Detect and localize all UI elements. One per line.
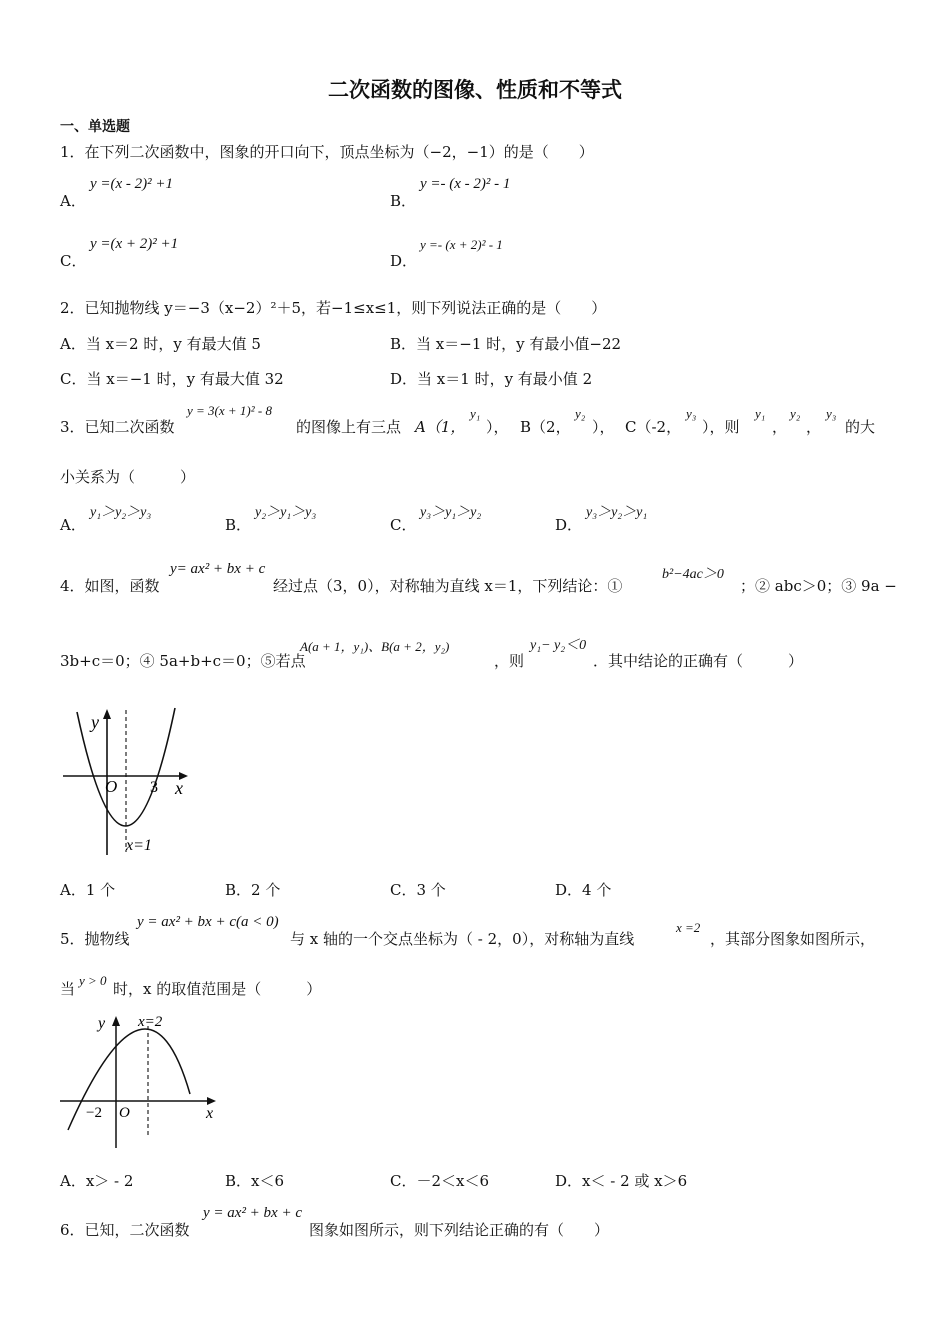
q4-origin-label: O — [105, 777, 118, 796]
q4-text-3: ，则 — [494, 652, 525, 670]
q3-point-a: A（1， — [415, 418, 466, 436]
q4-parabola-graph — [60, 700, 200, 860]
question-5-intro: 5．抛物线 — [60, 930, 130, 948]
question-1-stem: 1．在下列二次函数中，图象的开口向下，顶点坐标为（−2，−1）的是（ ） — [60, 143, 594, 161]
q6-formula: y = ax² + bx + c — [203, 1205, 302, 1221]
q3-option-b-label: B． — [225, 516, 252, 534]
q3-text-points: 的图像上有三点 — [296, 418, 402, 436]
q3-close-a: ）， — [486, 418, 509, 436]
q3-compare-y2: y₂ — [790, 406, 801, 421]
q5-root-label: −2 — [86, 1105, 102, 1121]
q4-text-1: 经过点（3，0），对称轴为直线 x＝1，下列结论：① — [273, 577, 623, 595]
q5-condition: y > 0 — [79, 973, 107, 988]
q1-option-b-formula: y =- (x - 2)² - 1 — [420, 176, 511, 192]
q5-y-axis-arrow — [112, 1016, 120, 1026]
q5-text-1: 与 x 轴的一个交点坐标为（ - 2，0），对称轴为直线 — [290, 930, 635, 948]
q3-sep-1: ， — [772, 418, 788, 436]
q5-origin-label: O — [119, 1105, 130, 1121]
q2-option-a: A．当 x＝2 时，y 有最大值 5 — [60, 335, 261, 353]
q3-text-end: 的大 — [845, 418, 876, 436]
page-title: 二次函数的图像、性质和不等式 — [328, 78, 622, 102]
q3-option-c: y₃＞y₁＞y₂ — [420, 505, 482, 520]
q3-close-b: ）， — [592, 418, 615, 436]
q4-points: A(a + 1，y₁)、B(a + 2，y₂) — [300, 639, 450, 654]
q5-option-b: B．x＜6 — [225, 1172, 285, 1190]
q4-root-label: 3 — [150, 779, 158, 796]
q1-option-d-formula: y =- (x + 2)² - 1 — [420, 237, 503, 252]
q4-text-4: ．其中结论的正确有（ ） — [593, 652, 804, 670]
q1-option-a-label: A． — [60, 192, 86, 210]
q3-option-a: y₁＞y₂＞y₃ — [90, 505, 152, 520]
q5-axis-label: x=2 — [138, 1014, 163, 1030]
q5-option-d: D．x＜ - 2 或 x＞6 — [555, 1172, 688, 1190]
q1-option-c-formula: y =(x + 2)² +1 — [90, 236, 179, 252]
q5-x-axis-arrow — [207, 1097, 216, 1105]
q3-option-c-label: C． — [390, 516, 417, 534]
q1-option-b-label: B． — [390, 192, 417, 210]
q6-text: 图象如图所示，则下列结论正确的有（ ） — [309, 1221, 610, 1239]
q1-option-d-label: D． — [390, 252, 418, 270]
q5-option-c: C．－2＜x＜6 — [390, 1172, 490, 1190]
q3-point-b-y: y₂ — [575, 406, 586, 421]
q3-point-c: C（-2， — [625, 418, 682, 436]
question-2-stem: 2．已知抛物线 y＝−3（x−2）²＋5，若−1≤x≤1，则下列说法正确的是（ ） — [60, 299, 607, 317]
q5-y-label: y — [98, 1015, 106, 1032]
q4-condition-1: b²−4ac＞0 — [662, 567, 724, 582]
q4-option-d: D．4 个 — [555, 881, 612, 899]
q4-text-2: ；② abc＞0；③ 9a − — [740, 577, 897, 595]
q3-option-d-label: D． — [555, 516, 583, 534]
q2-option-d: D．当 x＝1 时，y 有最小值 2 — [390, 370, 593, 388]
q2-option-c: C．当 x＝−1 时，y 有最大值 32 — [60, 370, 284, 388]
q3-line-2: 小关系为（ ） — [60, 468, 196, 486]
q4-y-label: y — [91, 712, 99, 732]
q3-option-a-label: A． — [60, 516, 86, 534]
q5-option-a: A．x＞ - 2 — [60, 1172, 134, 1190]
q4-option-c: C．3 个 — [390, 881, 446, 899]
q3-compare-y3: y₃ — [826, 406, 837, 421]
q5-x-label: x — [206, 1105, 214, 1122]
q4-option-b: B．2 个 — [225, 881, 281, 899]
q4-formula: y= ax² + bx + c — [170, 561, 266, 577]
q5-line-2-start: 当 — [60, 980, 76, 998]
q1-option-a-formula: y =(x - 2)² +1 — [90, 176, 174, 192]
q3-close-c: ），则 — [702, 418, 740, 436]
question-6-intro: 6．已知，二次函数 — [60, 1221, 190, 1239]
question-3-intro: 3．已知二次函数 — [60, 418, 175, 436]
q3-compare-y1: y₁ — [755, 406, 766, 421]
q4-condition-2: y₁− y₂＜0 — [530, 638, 587, 653]
q3-point-a-y: y₁ — [470, 406, 481, 421]
q3-formula: y = 3(x + 1)² - 8 — [187, 403, 272, 418]
q3-option-d: y₃＞y₂＞y₁ — [586, 505, 648, 520]
q4-x-label: x — [175, 778, 183, 798]
q3-option-b: y₂＞y₁＞y₃ — [255, 505, 317, 520]
q4-y-axis-arrow — [103, 709, 111, 719]
q4-option-a: A．1 个 — [60, 881, 116, 899]
q5-parabola-graph — [58, 1008, 223, 1150]
q2-option-b: B．当 x＝−1 时，y 有最小值−22 — [390, 335, 622, 353]
q4-line-2: 3b+c＝0；④ 5a+b+c＝0；⑤若点 — [60, 652, 306, 670]
q5-formula: y = ax² + bx + c(a < 0) — [137, 914, 279, 930]
q4-axis-label: x=1 — [126, 837, 152, 854]
q5-axis-formula: x =2 — [676, 920, 701, 935]
q3-point-c-y: y₃ — [686, 406, 697, 421]
q5-line-2-end: 时，x 的取值范围是（ ） — [113, 980, 322, 998]
section-heading: 一、单选题 — [60, 119, 130, 135]
q3-point-b: B（2， — [520, 418, 571, 436]
q3-sep-2: ， — [806, 418, 822, 436]
q5-text-2: ，其部分图象如图所示， — [710, 930, 876, 948]
question-4-intro: 4．如图，函数 — [60, 577, 160, 595]
q1-option-c-label: C． — [60, 252, 87, 270]
